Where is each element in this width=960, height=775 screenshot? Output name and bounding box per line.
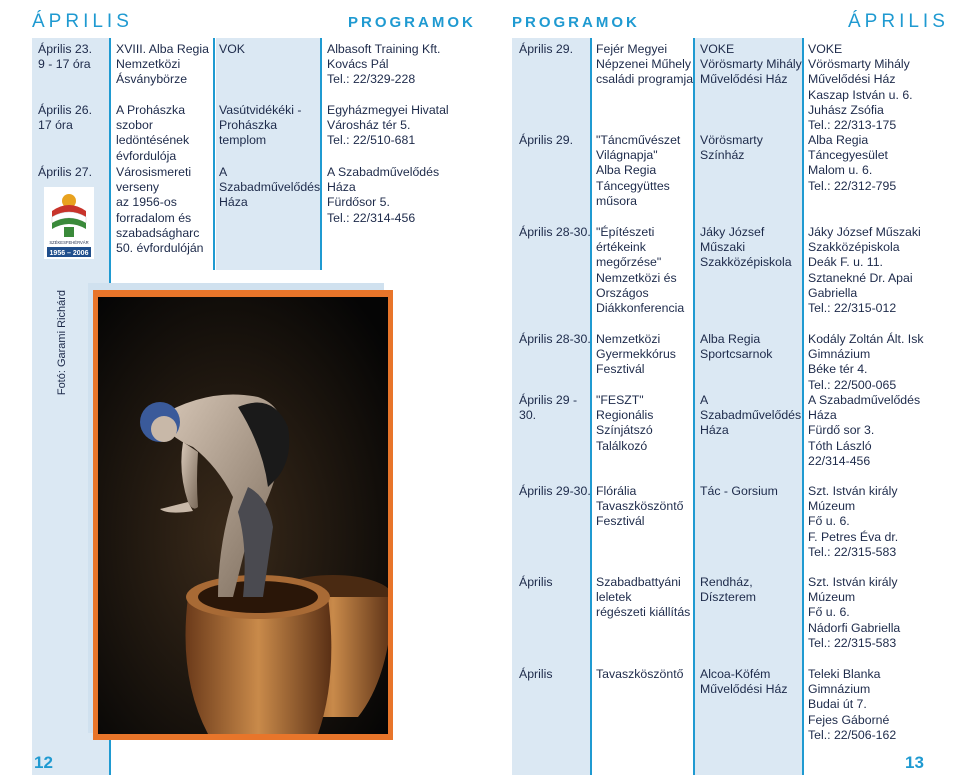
event-contact: Egyházmegyei Hivatal Városház tér 5. Tel.: 22/510-681	[327, 103, 449, 148]
event-date: Április	[519, 667, 553, 681]
event-title: Tavaszköszöntő	[596, 667, 684, 681]
event-contact: Szt. István király Múzeum Fő u. 6. F. Petres Éva dr. Tel.: 22/315-583	[808, 484, 899, 559]
event-venue: Tác - Gorsium	[700, 484, 778, 498]
event-title: Városismereti verseny az 1956-os forradalom és szabadságharc 50. évfordulóján	[116, 165, 204, 256]
header-title: ÁPRILIS	[848, 11, 949, 32]
column-divider	[320, 38, 322, 270]
event-venue: A Szabadművelődés Háza	[700, 393, 802, 438]
event-title: "Építészeti értékeink megőrzése" Nemzetközi és Országos Diákkonferencia	[596, 225, 685, 316]
event-date: Április 26. 17 óra	[38, 103, 92, 133]
event-title: XVIII. Alba Regia Nemzetközi Ásványbörze	[116, 42, 209, 87]
event-title: A Prohászka szobor ledöntésének évfordulója	[116, 103, 190, 163]
event-organizer: A Szabadművelődés Háza	[219, 165, 321, 210]
event-date: Április 28-30.	[519, 332, 591, 346]
event-contact: Szt. István király Múzeum Fő u. 6. Nádorfi Gabriella Tel.: 22/315-583	[808, 575, 901, 650]
page-header	[0, 8, 480, 36]
photo-credit	[56, 290, 76, 396]
column-tint-org	[216, 38, 320, 270]
event-contact: Albasoft Training Kft. Kovács Pál Tel.: 22/329-228	[327, 42, 441, 87]
event-contact: Jáky József Műszaki Szakközépiskola Deák F. u. 11. Sztanekné Dr. Apai Gabriella Tel.: 22/315-012	[808, 225, 921, 316]
event-venue: Jáky József Műszaki Szakközépiskola	[700, 225, 792, 270]
event-date: Április 29-30.	[519, 484, 591, 498]
event-organizer: VOK	[219, 42, 245, 56]
event-contact: A Szabadművelődés Háza Fürdő sor 3. Tóth László 22/314-456	[808, 393, 921, 468]
event-venue: Alba Regia Sportcsarnok	[700, 332, 773, 362]
event-venue: Rendház, Díszterem	[700, 575, 757, 605]
event-title: Szabadbattyáni leletek régészeti kiállítás	[596, 575, 691, 620]
event-organizer: Vasútvidékéki - Prohászka templom	[219, 103, 302, 148]
event-contact: A Szabadművelődés Háza Fürdősor 5. Tel.: 22/314-456	[327, 165, 440, 225]
event-title: "Táncművészet Világnapja" Alba Regia Táncegyüttes műsora	[596, 133, 681, 208]
event-title: Nemzetközi Gyermekkórus Fesztivál	[596, 332, 676, 377]
event-date: Április 29.	[519, 133, 573, 147]
right-page	[480, 0, 960, 775]
event-venue: VOKE Vörösmarty Mihály Művelődési Ház	[700, 42, 802, 87]
header-section: PROGRAMOK	[512, 14, 640, 31]
event-date: Április 29.	[519, 42, 573, 56]
header-section: PROGRAMOK	[348, 14, 476, 31]
logo-city-text: SZÉKESFEHÉRVÁR	[49, 240, 89, 245]
event-contact: VOKE Vörösmarty Mihály Művelődési Ház Kaszap István u. 6. Juhász Zsófia Tel.: 22/313-175	[808, 42, 913, 133]
event-title: "FESZT" Regionális Színjátszó Találkozó	[596, 393, 654, 453]
event-date: Április 27.	[38, 165, 92, 179]
page-number: 13	[905, 753, 924, 772]
page-header	[480, 8, 960, 36]
page-number: 12	[34, 753, 53, 772]
event-contact: Kodály Zoltán Ált. Isk Gimnázium Béke tér 4. Tel.: 22/500-065	[808, 332, 924, 392]
event-title: Fejér Megyei Népzenei Műhely családi programja	[596, 42, 694, 87]
event-venue: Vörösmarty Színház	[700, 133, 763, 163]
event-contact: Alba Regia Táncegyesület Malom u. 6. Tel.: 22/312-795	[808, 133, 897, 193]
header-title: ÁPRILIS	[32, 11, 133, 32]
event-date: Április 29 - 30.	[519, 393, 578, 423]
event-date: Április	[519, 575, 553, 589]
dancer-photo	[98, 297, 388, 734]
event-contact: Teleki Blanka Gimnázium Budai út 7. Fejes Gáborné Tel.: 22/506-162	[808, 667, 897, 742]
logo-years-text: 1956 – 2006	[49, 250, 89, 257]
anniversary-logo	[44, 187, 94, 259]
event-date: Április 23. 9 - 17 óra	[38, 42, 92, 72]
event-date: Április 28-30.	[519, 225, 591, 239]
photo-credit-text: Fotó: Garami Richárd	[56, 290, 68, 396]
event-venue: Alcoa-Köfém Művelődési Ház	[700, 667, 788, 697]
event-title: Flórália Tavaszköszöntő Fesztivál	[596, 484, 684, 529]
